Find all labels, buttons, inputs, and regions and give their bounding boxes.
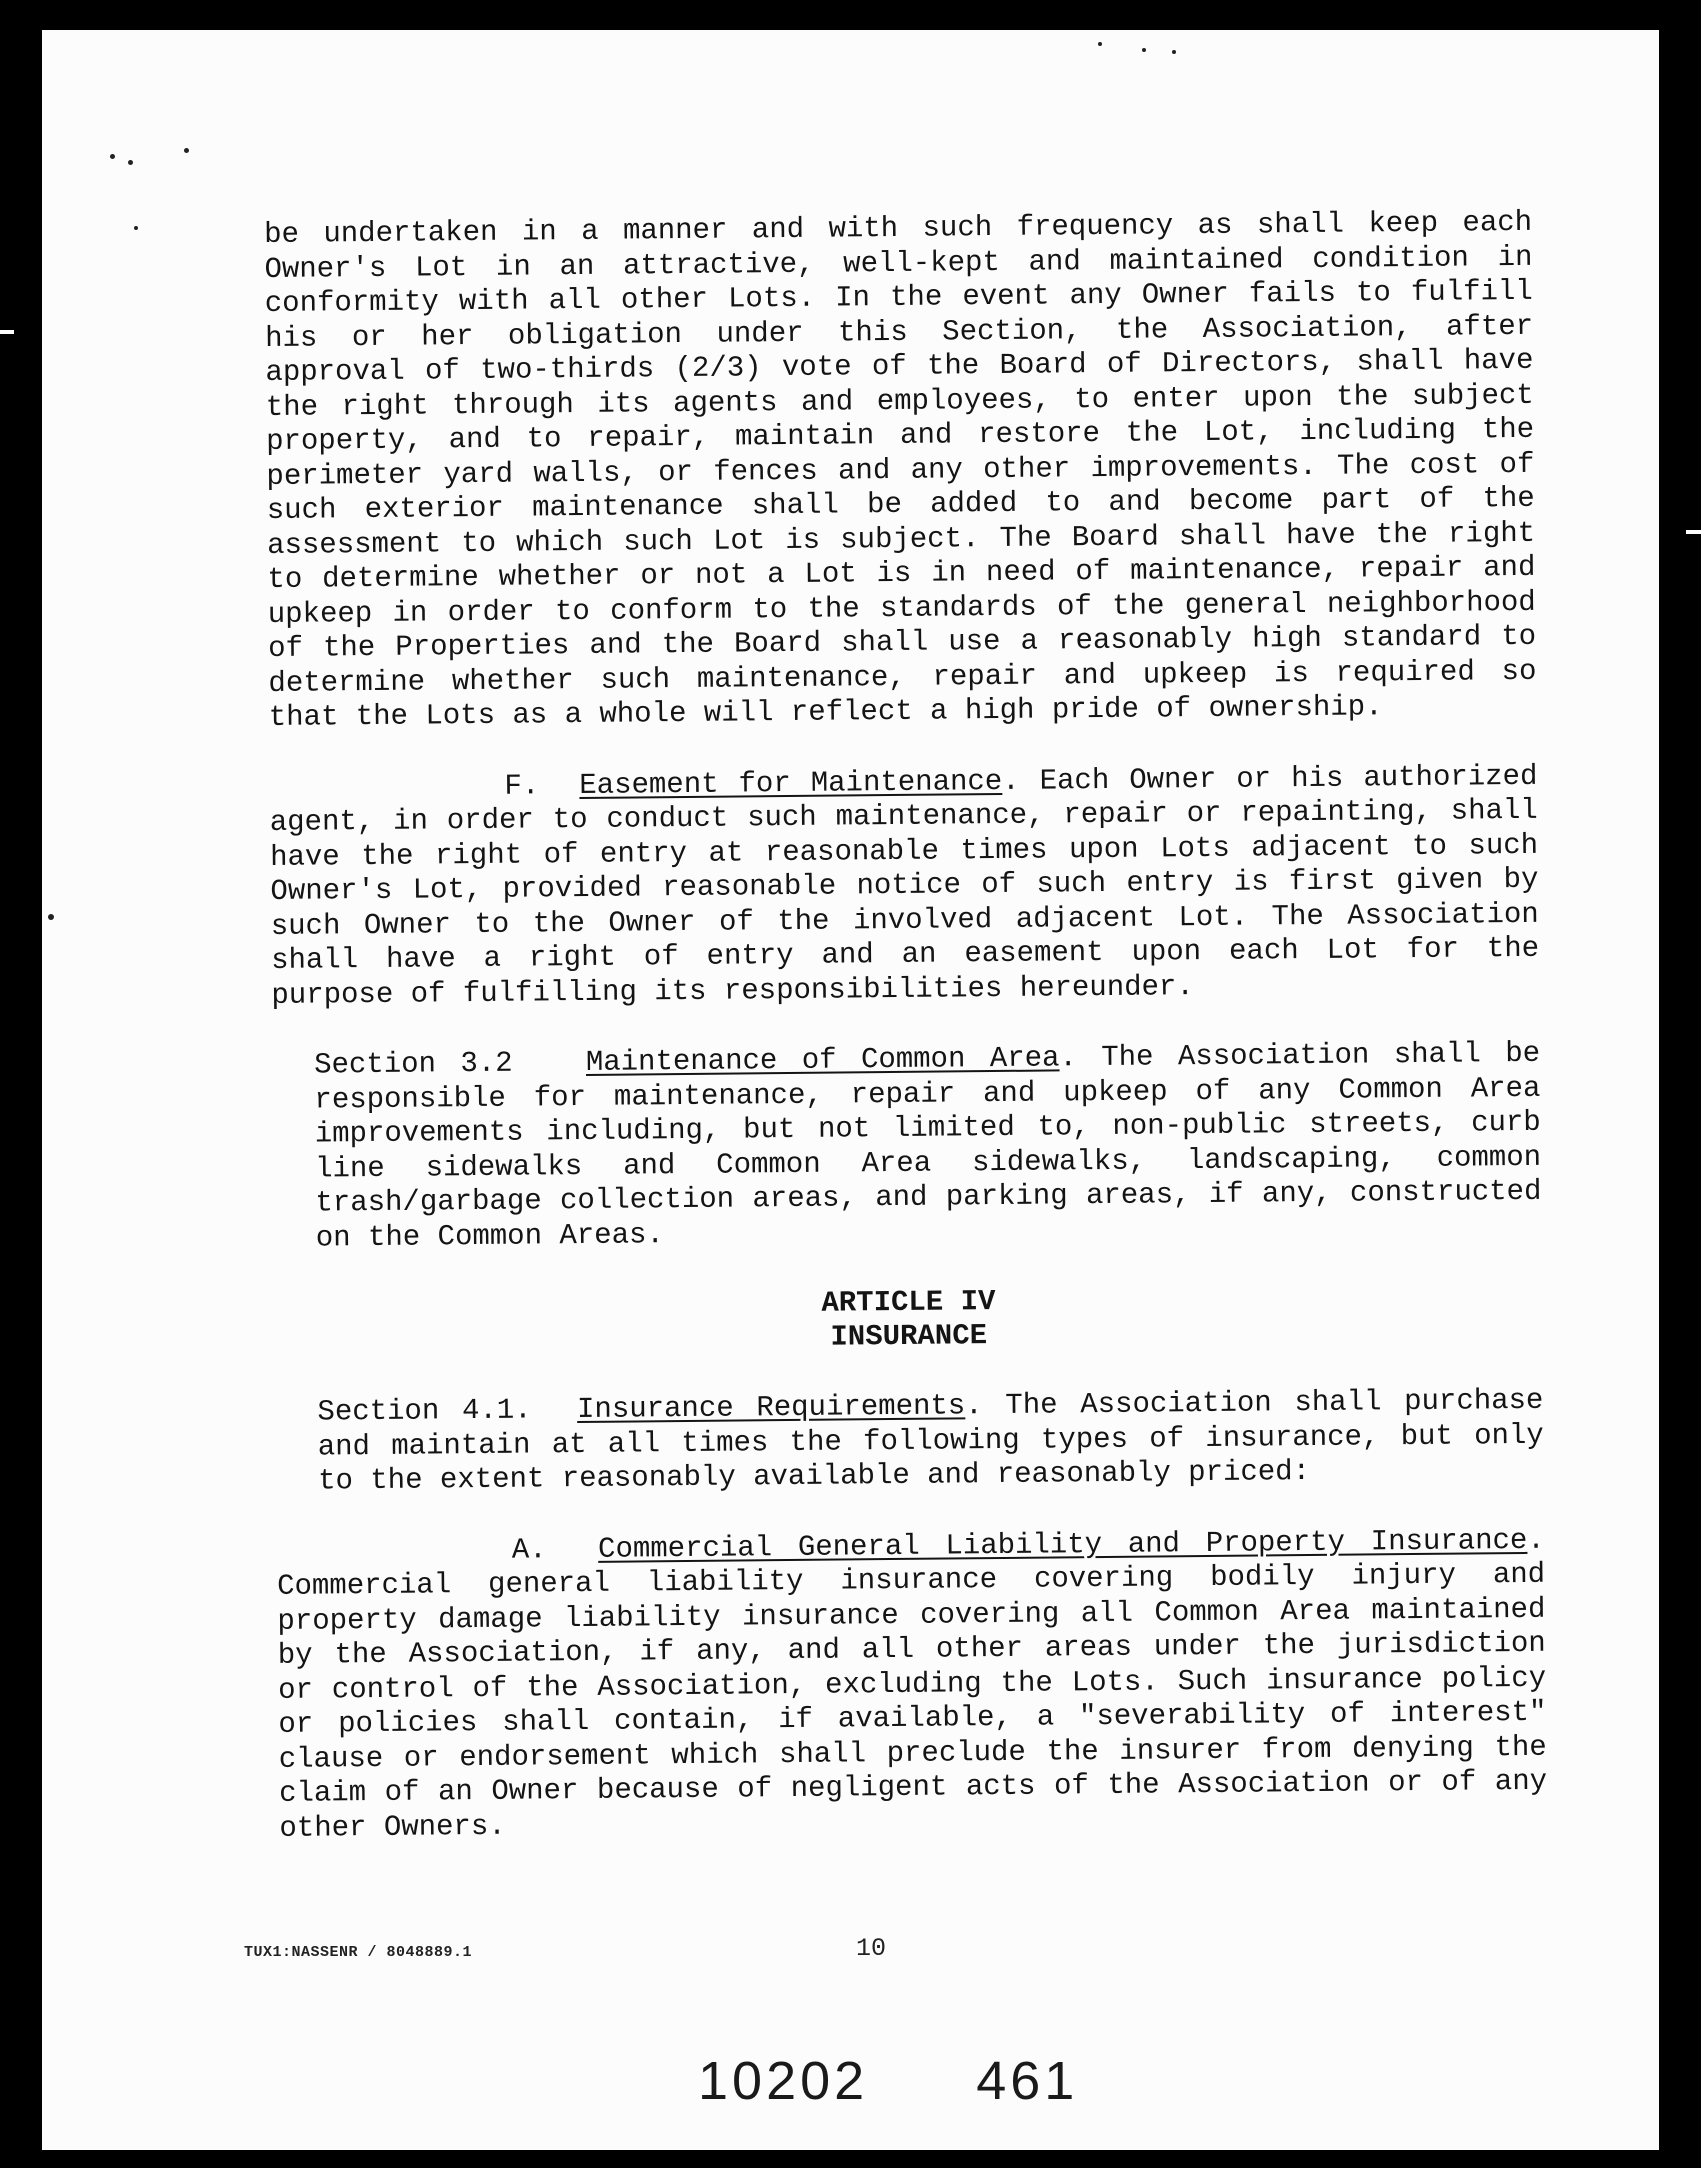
document-body [264,206,1548,1882]
scan-speck [1142,48,1146,52]
section-4-1 [275,1384,1544,1500]
section-4-1-body: . The Association shall purchase and maintain at all times the following types of insurance, but only to the extent reasonably available and reasonably priced: [317,1383,1544,1498]
section-label: Section 4.1. [317,1393,532,1429]
bates-stamp-right: 461 [976,2051,1079,2111]
scan-speck [48,914,54,920]
scan-speck [110,154,115,159]
clause-label-f: F. [504,768,540,803]
heading-maintenance-of-common-area: Maintenance of Common Area [585,1041,1060,1079]
section-3-2 [272,1037,1542,1256]
page-number: 10 [856,1934,887,1963]
paragraph-easement [269,759,1539,1013]
article-heading [274,1280,1543,1360]
section-label: Section 3.2 [313,1046,513,1082]
paragraph-maintenance: be undertaken in a manner and with such frequency as shall keep each Owner's Lot in an attractive, well-kept and maintained condition in conformity with all other Lots. In the event any Owner fails to fulfill his or her obligation under this Section, the Association, after approval of two-thirds (2/3) vote of the Board of Directors, shall have the right through its agents and employees, to enter upon the subject property, and to repair, maintain and restore the Lot, including the perimeter yard walls, or fences and any other improvements. The cost of such exterior maintenance shall be added to and become part of the assessment to which such Lot is subject. The Board shall have the right to determine whether or not a Lot is in need of maintenance, repair and upkeep in order to conform to the standards of the general neighborhood of the Properties and the Board shall use a reasonably high standard to determine whether such maintenance, repair and upkeep is required so that the Lots as a whole will reflect a high pride of ownership. [264,205,1537,734]
bates-stamp [698,2050,1078,2112]
scan-speck [184,148,189,153]
scan-speck [134,226,138,230]
bates-stamp-left: 10202 [698,2051,869,2111]
article-number: ARTICLE IV [821,1285,996,1320]
paragraph-commercial-liability [277,1523,1548,1846]
section-3-2-body: . The Association shall be responsible for maintenance, repair and upkeep of any Common Area improvements including, but not limited to, non-public streets, curb line sidewalks and Common Area sidewalks, landscaping, common trash/garbage collection areas, and parking areas, if any, constructed on the Common Areas. [314,1036,1542,1255]
scan-edge-mark [0,330,14,334]
scan-edge-mark [1686,530,1701,534]
commercial-liability-body: . Commercial general liability insurance covering bodily injury and property damage liability insurance covering all Common Area maintained by the Association, if any, and all other areas under the jurisdiction or control of the Association, excluding the Lots. Such insurance policy or policies shall contain, if available, a "severability of interest" clause or endorsement which shall preclude the insurer from denying the claim of an Owner because of negligent acts of the Association or of any other Owners. [276,1523,1548,1845]
scan-speck [128,160,133,165]
easement-body: . Each Owner or his authorized agent, in order to conduct such maintenance, repair or repainting, shall have the right of entry at reasonable times upon Lots adjacent to such Owner's Lot, provided reasonable notice of such entry is first given by such Owner to the Owner of the involved adjacent Lot. The Association shall have a right of entry and an easement upon each Lot for the purpose of fulfilling its responsibilities hereunder. [269,759,1540,1012]
article-title: INSURANCE [830,1319,988,1354]
scan-speck [1172,50,1176,54]
clause-label-a: A. [511,1532,547,1567]
heading-insurance-requirements: Insurance Requirements [576,1389,966,1427]
heading-commercial-general-liability: Commercial General Liability and Property Insurance [597,1523,1528,1566]
document-page [42,30,1659,2150]
document-code: TUX1:NASSENR / 8048889.1 [244,1944,473,1961]
heading-easement-for-maintenance: Easement for Maintenance [579,764,1003,802]
scan-speck [1098,42,1102,46]
